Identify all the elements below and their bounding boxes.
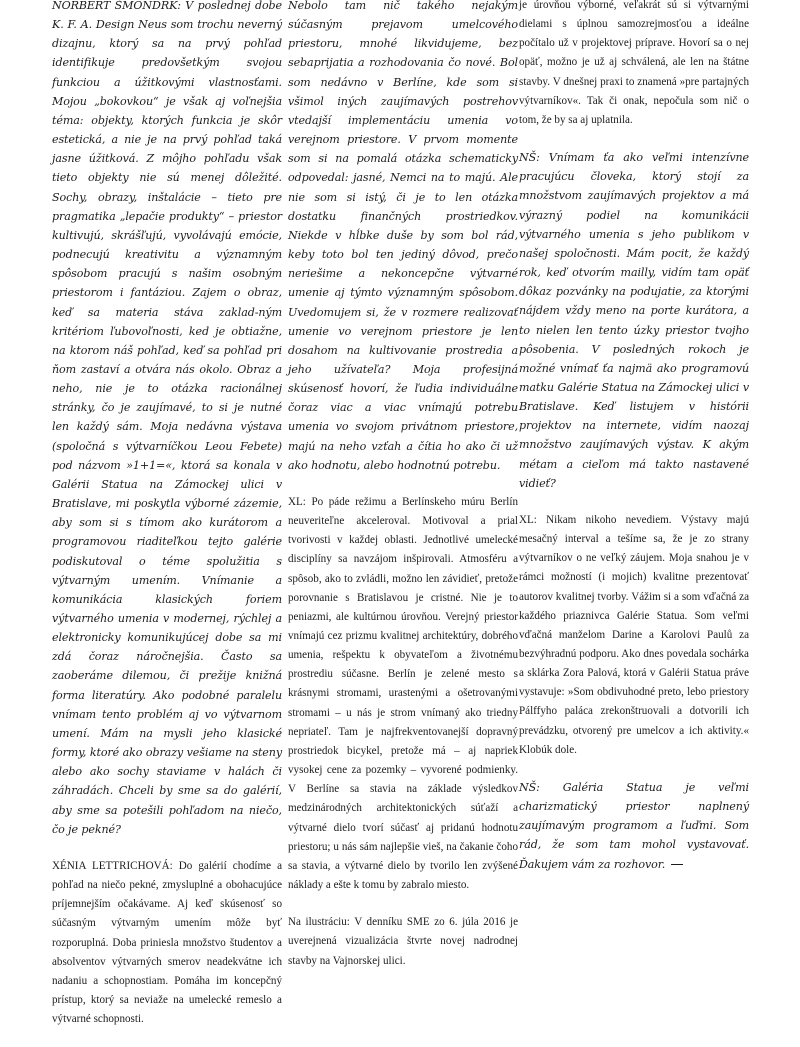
interview-paragraph-norbert-smondrk: NORBERT ŠMONDRK: V poslednej dobe K. F. A. Design Neus som trochu neverný dizajnu, ktorý sa na prvý pohľad identifikuje predovšetkým svojou funkciou a úžitkovými vlastnosťami. Mojou „bokovkou“ je však aj voľnejšia téma: objekty, ktorých funkcia je skôr estetická, a nie je na prvý pohľad taká jasne úžitková. Z môjho pohľadu však tieto objekty nie sú menej dôležité. Sochy, obrazy, inštalácie – tieto pre pragmatika „lepačie produkty“ – priestor kultivujú, skrášľujú, vyvolávajú emócie, podnecujú kreativitu a významným spôsobom pracujú s našim osobným priestorom i fantáziou. Zajem o obraz, keď sa materia stáva zaklad-ným kritériom ľubovoľnosti, ked je obtiažne, na ktorom náš pohľad, keď sa pohľad pri ňom zastaví a otvára nás okolo. Obraz a neho, nie je to otázka racionálnej stránky, čo je zaujímavé, to si je nutné len každý sám. Moja nedávna výstava (spoločná s výtvarníčkou Leou Febete) pod názvom »1+1=«, ktorá sa konala v Galérii Statua na Zámockej ulici v Bratislave, mi poskytla výborné zázemie, aby som si s tímom ako kurátorom a programovou riaditeľkou tejto galérie podiskutoval o téme spolužitia s výtvarným umením. Vnímanie a komunikácia klasických foriem výtvarného umenia v modernej, rýchlej a elektronicky komunikujúcej dobe sa mi zdá čoraz náročnejšia. Často sa zaoberáme dilemou, či prežije knižná forma literatúry. Ako podobné paralelu vnímam tento problém aj vo výtvarnom umení. Mám na mysli jeho klasické formy, ktoré ako obrazy vešiame na steny alebo ako sochy staviame v halách či záhradách. Chceli by sme sa do galérií, aby sme sa potešili pohľadom na niečo, čo je pekné? [52,0,282,836]
end-of-article-mark [671,864,683,865]
interview-paragraph-closing [519,778,749,874]
interview-paragraph-xenia-lettrichova: XÉNIA LETTRICHOVÁ: Do galérií chodíme a pohľad na niečo pekné, zmysluplné a obohacujúce príjemnejším očakávame. Aj keď skúsenosť so súčasným výtvarným umením môže byť rozporuplná. Doba priniesla množstvo študentov a absolventov výtvarných smerov neadekvátne ich nadaniu a schopnostiam. Pomáha im koncepčný prístup, ktorý sa neviaže na umelecké remeslo a výtvarné schopnosti. [52,859,282,1026]
text-column-left [52,0,282,1047]
interview-paragraph-illustration: Na ilustráciu: V denníku SME zo 6. júla 2016 je uverejnená vizualizácia štvrte novej nadrodnej stavby na Vajnorskej ulici. [288,916,518,967]
closing-text: NŠ: Galéria Statua je veľmi charizmatický priestor naplnený zaujímavým programom a ľuďmi. Som rád, že som tam mohol vystavovať. Ďakujem vám za rozhovor. [519,780,749,871]
interview-paragraph-statua-answer: XL: Nikam nikoho nevediem. Výstavy majú mesačný interval a tešíme sa, že je zo strany výtvarníkov o ne veľký záujem. Moja snahou je v rámci možností (i mojich) kvalitne prezentovať autorov kvalitnej tvorby. Vážim si a som vďačná za každého priaznivca Galérie Statua. Som veľmi vďačná manželom Darine a Karolovi Paulů za bezvýhradnú podporu. Ako dnes povedala sochárka a sklárka Zora Palová, ktorá v Galérii Statua práve vystavuje: »Som obdivuhodné preto, lebo priestory Pálffyho paláca zrekonštruovali a dotvorili ich prevádzku, otvorený pre umelcov a ich aktivity.« Klobúk dole. [519,513,749,756]
text-column-middle [288,0,518,989]
interview-paragraph-statua-question: NŠ: Vnímam ťa ako veľmi intenzívne pracujúcu človeka, ktorý stojí za množstvom zaujímavých projektov a má výrazný podiel na komunikácii výtvarného umenia s jeho publikom v našej spoločnosti. Mám pocit, že každý rok, keď otvorím mailly, vidím tam opäť dôkaz pozvánky na podujatie, za ktorými nájdem vždy meno na porte kurátora, a to nielen len tento úzky priestor tvojho pôsobenia. V posledných rokoch je možné vnímať ťa najmä ako programovú matku Galérie Statua na Zámockej ulici v Bratislave. Keď listujem v histórii projektov na internete, vidím naozaj množstvo zaujímavých výstav. K akým métam a cieľom má takto nastavené vidieť? [519,151,749,490]
text-column-right [519,0,749,892]
interview-paragraph-state-buildings: je úrovňou výborné, veľakrát sú si výtvarnými dielami s úplnou samozrejmosťou a ideálne počítalo už v projektovej príprave. Hovorí sa o nej opäť, možno je už aj schválená, ale len na štátne stavby. V dnešnej praxi to znamená »pre partajných výtvarníkov«. Tak či onak, nepočula som nič o tom, že by sa aj uplatnila. [519,0,749,126]
interview-paragraph-berlin-answer: XL: Po páde režimu a Berlínskeho múru Berlín neuveriteľne akceleroval. Motivoval a prial tvorivosti v každej oblasti. Jednotlivé umelecké disciplíny sa navzájom inšpirovali. Atmosféru a spôsob, ako to zvládli, možno len závidieť, pretože porovnanie s Bratislavou je cristné. Nie je to peniazmi, ale kultúrnou úrovňou. Verejný priestor vnímajú cez prizmu kvalitnej architektúry, dobrého umenia, rešpektu k obyvateľom a životnému prostrediu súčasne. Berlín je zelené mesto s krásnymi stromami, urastenými a ošetrovanými stromami – u nás je strom vnímaný ako triedny nepriateľ. Tam je najfrekventovanejší dopravný prostriedok bicykel, pretože má – aj napriek vysokej cene za pozemky – vyvorené podmienky. V Berlíne sa stavia na základe výsledkov medzinárodných architektonických súťaží a výtvarné dielo tvorí súčasť aj pridanú hodnotu priestoru; u nás sám najlepšie vieš, na čakanie čoho sa stavia, a výtvarné dielo by tvorilo len zvýšené náklady a ešte k tomu by zabralo miesto. [288,495,518,892]
interview-paragraph-berlin-question: Nebolo tam nič takého nejakým súčasným prejavom umelcového priestoru, mnohé likvidujeme, bez sebaprijatia a rozhodovania čo nové. Bol som nedávno v Berlíne, kde som si všimol iných zaujímavých postrehov vtedajší implementáciu umenia vo verejnom priestore. V prvom momente som si na pomalá otázka schematicky odpovedal: jasné, Nemci na to majú. Ale nie som si istý, či je to len otázka dostatku finančných prostriedkov. Niekde v hĺbke duše by som bol rád, keby toto bol ten jediný dôvod, prečo neriešime a nekoncepčne výtvarné umenie aj týmto významným spôsobom. Uvedomujem si, že v rozmere realizovať umenie vo verejnom priestore je len dosahom na kultivovanie prostredia a jeho užívateľa? Moja profesijná skúsenosť hovorí, že ľudia individuálne čoraz viac a viac vnímajú potrebu umenia vo svojom privátnom priestore, majú na neho vzťah a čítia ho ako či už ako hodnotu, alebo hodnotnú potrebu. [288,0,518,472]
